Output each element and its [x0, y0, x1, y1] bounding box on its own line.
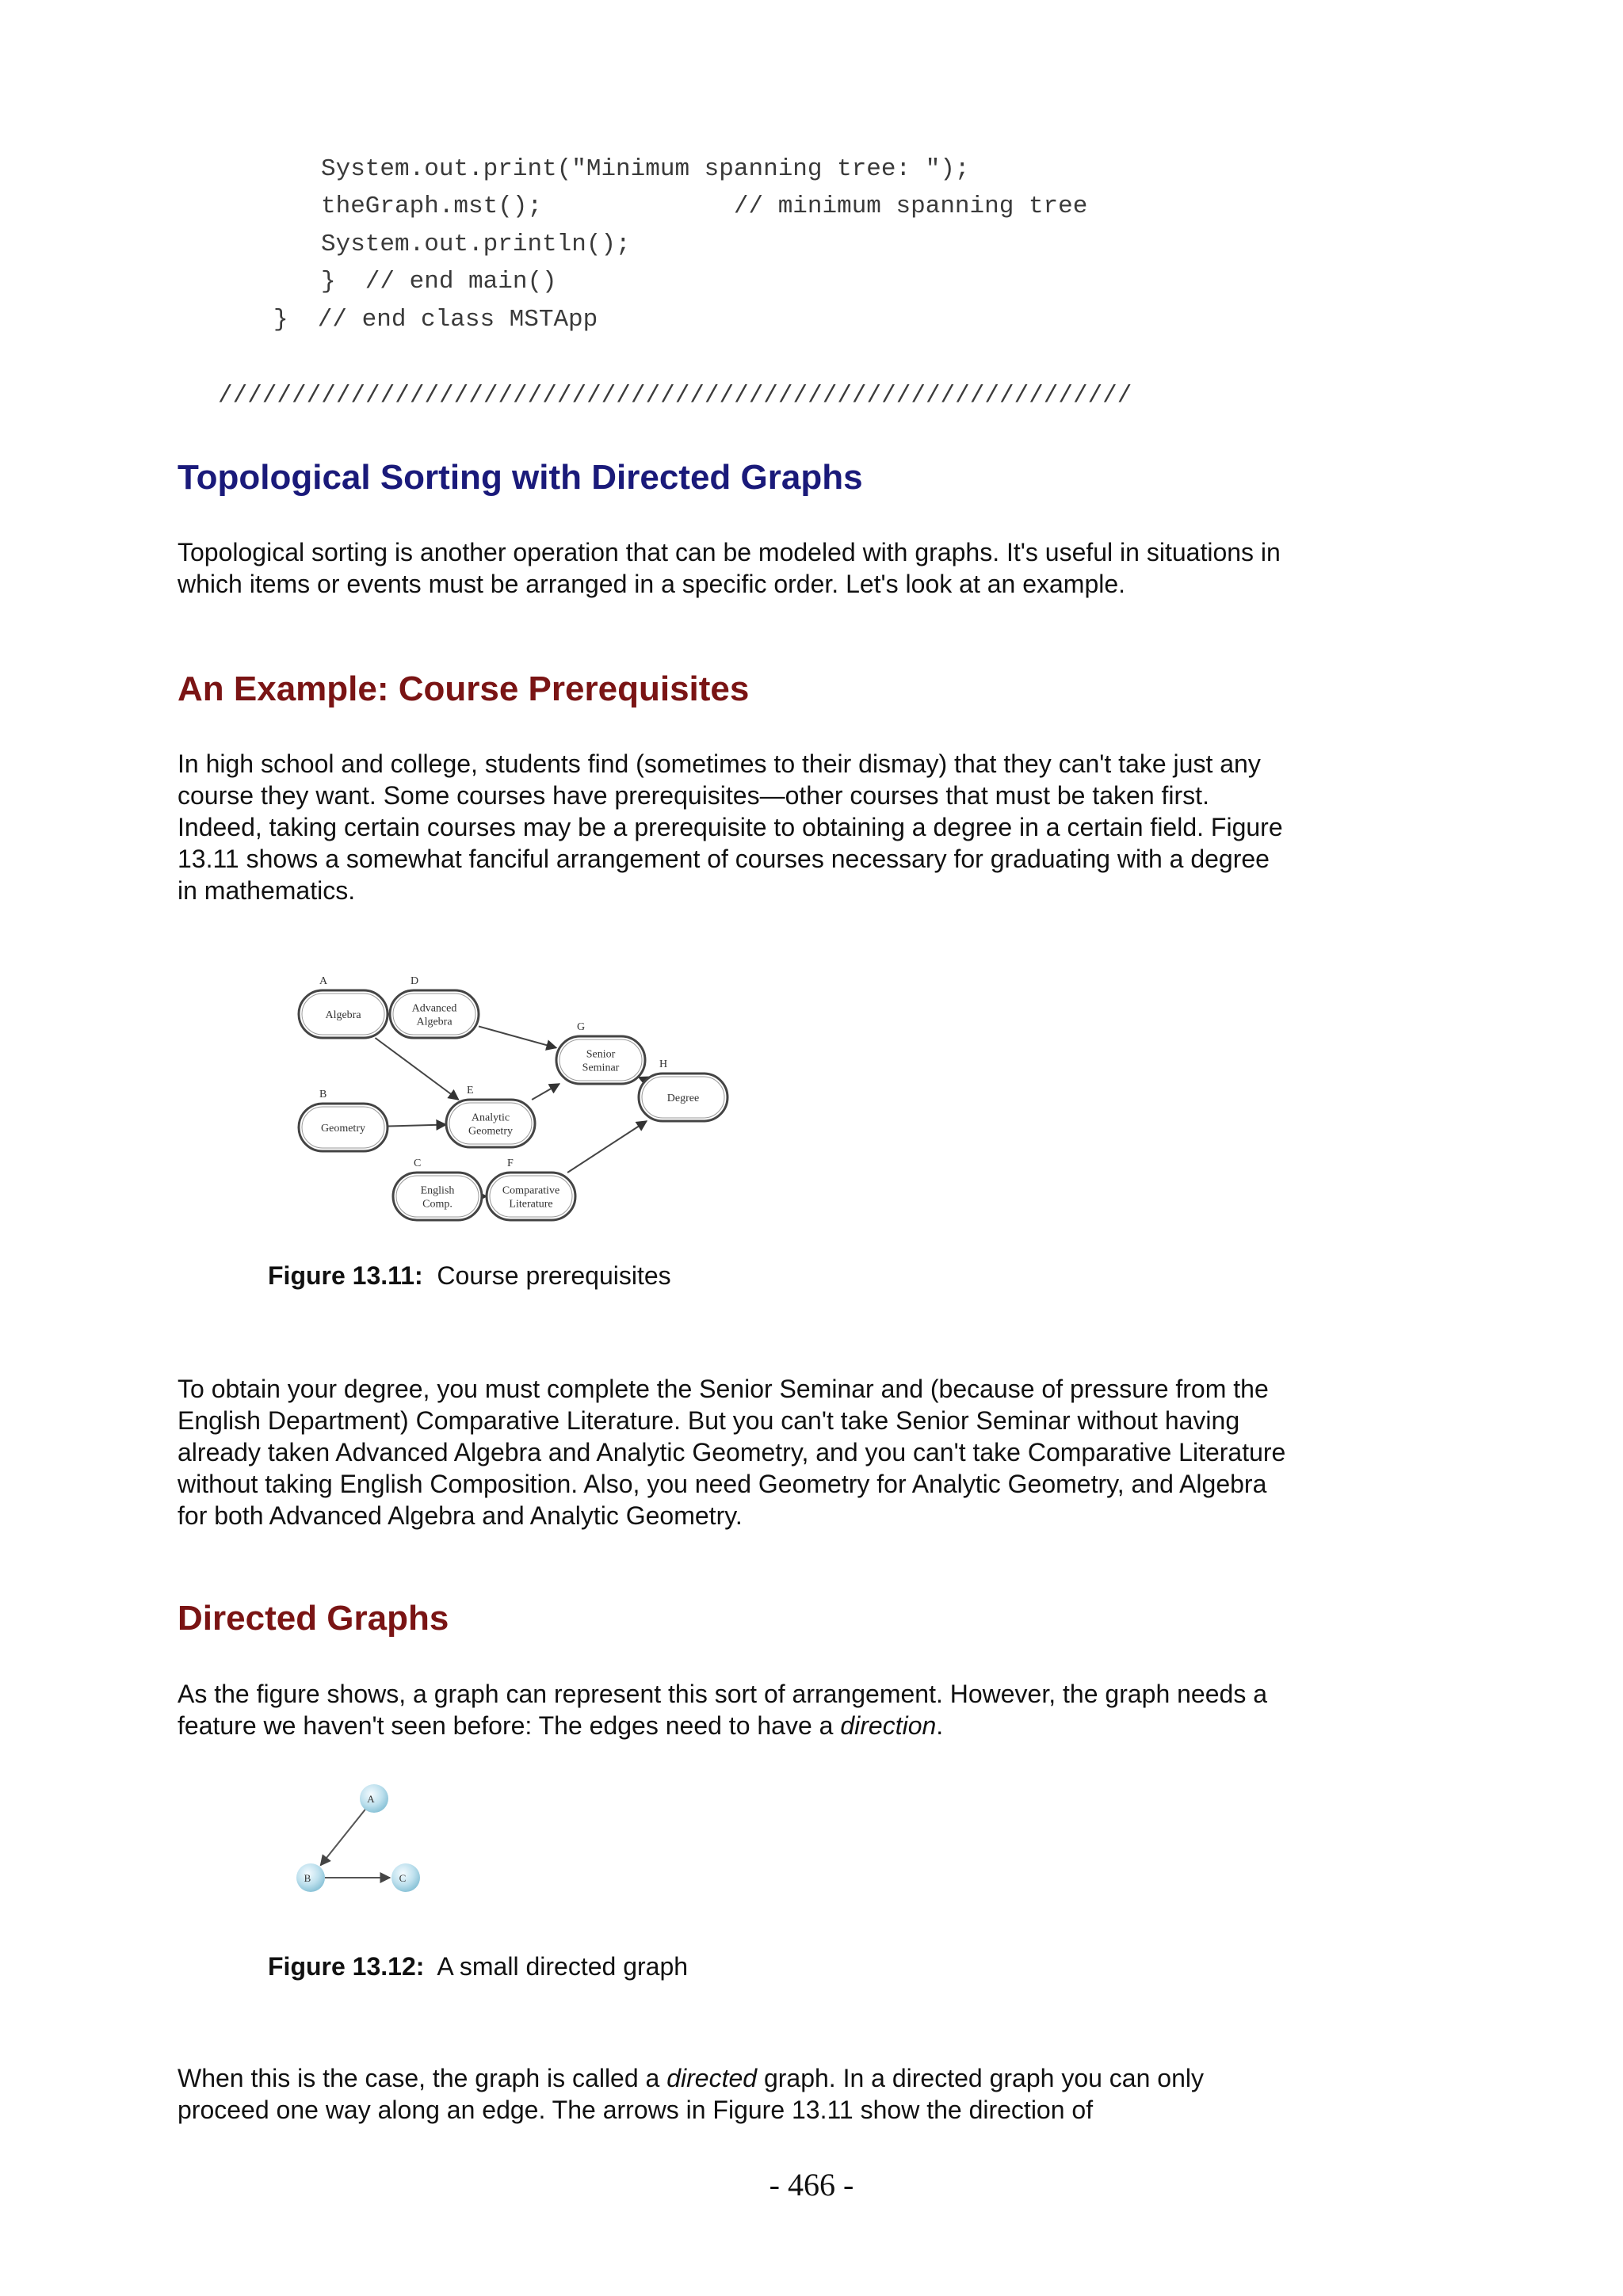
paragraph-directed-definition: [178, 2062, 1287, 2126]
node-label: Comparative: [502, 1184, 560, 1197]
node-label: Algebra: [325, 1009, 361, 1021]
page-number: - 466 -: [769, 2167, 854, 2203]
code-separator: //////////////////////////////////////////////////////////////: [218, 382, 1132, 410]
emphasis-direction: direction: [840, 1711, 937, 1740]
node-letter: F: [507, 1158, 514, 1169]
heading-course-prerequisites: An Example: Course Prerequisites: [178, 669, 750, 708]
node-label: Geometry: [468, 1125, 513, 1138]
code-line-3: System.out.println();: [321, 231, 631, 258]
node-letter: A: [319, 975, 328, 987]
text-run: graph. In a directed graph you can only proceed one way along an edge. The arrows in Figure 13.11 show the direction of: [178, 2064, 1204, 2124]
code-line-2: theGraph.mst(); // minimum spanning tree: [321, 193, 1088, 220]
vertex-B: [296, 1863, 325, 1892]
node-label: Algebra: [416, 1016, 453, 1028]
edge-E-G: [532, 1084, 559, 1100]
node-label: Literature: [509, 1198, 553, 1211]
edge-F-H: [567, 1121, 647, 1173]
node-label: Analytic: [471, 1112, 510, 1124]
course-node-F: [487, 1158, 575, 1220]
course-node-E: [446, 1085, 535, 1147]
heading-topological-sorting: Topological Sorting with Directed Graphs: [178, 458, 863, 497]
course-node-H: [639, 1058, 727, 1121]
figure-13-12-diagram: [285, 1775, 436, 1901]
node-label: English: [420, 1184, 455, 1197]
node-label: Comp.: [422, 1198, 453, 1211]
text-run: As the figure shows, a graph can represent this sort of arrangement. However, the graph needs a feature we haven't seen before: The edges need to have a: [178, 1680, 1267, 1740]
node-letter: B: [319, 1089, 327, 1100]
figure-13-12-caption-text: A small directed graph: [437, 1952, 689, 1981]
figure-13-11-caption: [268, 1260, 671, 1291]
course-node-C: [393, 1158, 482, 1220]
paragraph-topological-intro: Topological sorting is another operation that can be modeled with graphs. It's useful in situations in which items or events must be arranged in a specific order. Let's look at an example.: [178, 538, 1281, 598]
paragraph-degree-requirements: To obtain your degree, you must complete the Senior Seminar and (because of pressure from the English Department) Comparative Literature. But you can't take Senior Seminar without having already taken Advanced Algebra and Analytic Geometry, and you can't take Comparative Literature without taking English Composition. Also, you need Geometry for Analytic Geometry, and Algebra for both Advanced Algebra and Analytic Geometry.: [178, 1375, 1286, 1530]
node-label: Geometry: [321, 1123, 365, 1135]
node-label: Advanced: [411, 1002, 457, 1015]
vertex-C: [391, 1863, 420, 1892]
figure-13-11-diagram: [262, 943, 753, 1228]
figure-13-12-caption: [268, 1951, 688, 1982]
heading-directed-graphs: Directed Graphs: [178, 1599, 449, 1638]
vertex-label: B: [304, 1872, 311, 1884]
course-node-D: [390, 975, 479, 1038]
node-letter: E: [467, 1085, 474, 1097]
node-letter: C: [414, 1158, 422, 1169]
figure-13-11-caption-text: Course prerequisites: [437, 1261, 671, 1290]
vertex-A: [360, 1784, 388, 1813]
text-run: When this is the case, the graph is called a: [178, 2064, 667, 2092]
text-run: .: [936, 1711, 944, 1740]
course-node-B: [299, 1089, 388, 1151]
paragraph-course-prerequisites: In high school and college, students find (sometimes to their dismay) that they can't take just any course they want. Some courses have prerequisites—other courses that must be taken first. Indeed, taking certain courses may be a prerequisite to obtaining a degree in a certain field. Figure 13.11 shows a somewhat fanciful arrangement of courses necessary for graduating with a degree in mathematics.: [178, 749, 1283, 905]
node-label: Degree: [666, 1093, 700, 1104]
edge-B-E: [388, 1125, 446, 1127]
vertex-label: A: [367, 1793, 375, 1805]
vertex-label: C: [399, 1872, 407, 1884]
course-node-A: [299, 975, 388, 1038]
code-line-4: } // end main(): [321, 268, 557, 296]
node-letter: G: [577, 1021, 586, 1033]
course-node-G: [556, 1021, 645, 1084]
edge-A-B: [320, 1810, 365, 1865]
figure-13-11-label: Figure 13.11:: [268, 1261, 423, 1290]
paragraph-directed-intro: [178, 1678, 1287, 1741]
node-letter: H: [659, 1058, 668, 1070]
node-letter: D: [411, 975, 419, 987]
edge-D-G: [479, 1026, 556, 1047]
node-label: Senior: [586, 1048, 616, 1061]
emphasis-directed: directed: [666, 2064, 758, 2092]
node-label: Seminar: [582, 1062, 620, 1074]
code-class-end: } // end class MSTApp: [273, 306, 598, 334]
edge-A-E: [375, 1038, 458, 1100]
figure-13-12-label: Figure 13.12:: [268, 1952, 425, 1981]
code-line-1: System.out.print("Minimum spanning tree: ");: [321, 155, 970, 183]
edge-G-H: [639, 1077, 645, 1081]
